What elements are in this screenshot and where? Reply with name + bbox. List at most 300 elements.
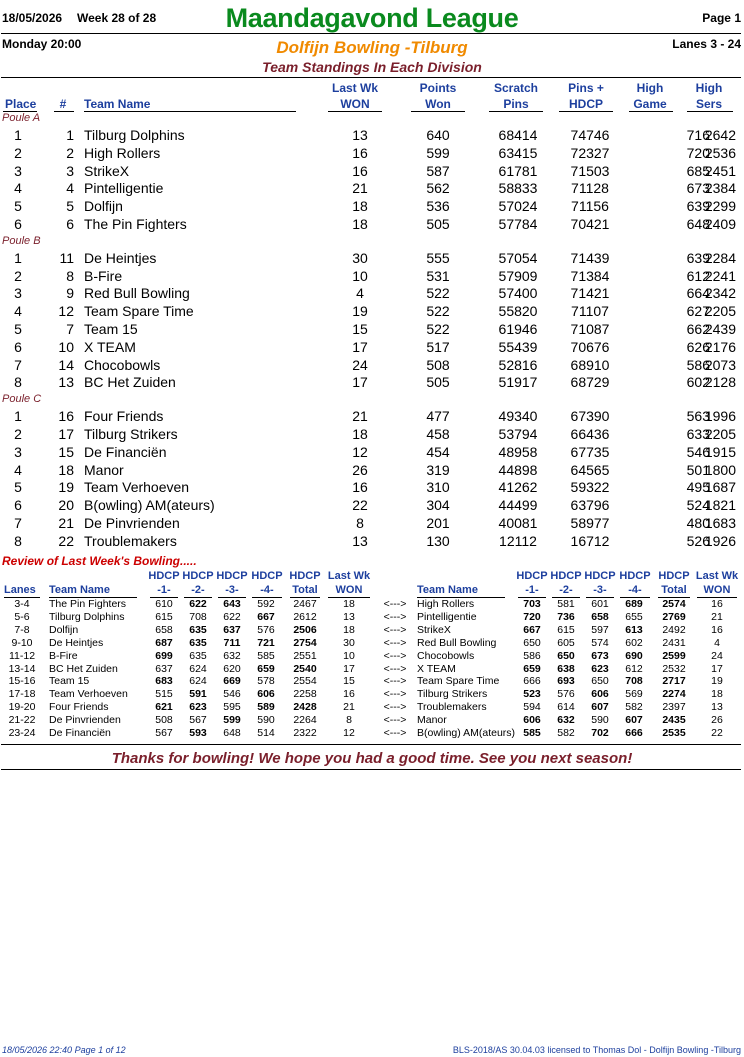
standings-row xyxy=(0,303,744,321)
place-cell: 4 xyxy=(14,180,22,197)
team-number-cell: 3 xyxy=(66,162,74,179)
col-team: Team Name xyxy=(84,97,151,111)
team-number-cell: 22 xyxy=(58,532,74,549)
review-col-game4-opp xyxy=(618,569,652,597)
game3-cell: 669 xyxy=(223,675,241,688)
review-row xyxy=(0,688,744,701)
review-col-total-opp xyxy=(656,569,692,597)
team-number-cell: 10 xyxy=(58,338,74,355)
high-game-cell: 563 xyxy=(686,408,710,425)
high-game-cell: 716 xyxy=(686,127,710,143)
pins-hdcp-cell: 59322 xyxy=(570,479,610,496)
game2-cell: 635 xyxy=(189,623,207,636)
lanes-cell: 5-6 xyxy=(14,610,30,623)
opponent-game3-cell: 607 xyxy=(591,701,609,714)
scratch-pins-cell: 40081 xyxy=(498,515,538,531)
col-num-underline xyxy=(54,111,74,112)
game2-cell: 591 xyxy=(189,688,207,701)
team-number-cell: 7 xyxy=(66,321,74,337)
opponent-name-cell: StrikeX xyxy=(417,623,451,636)
review-col-game4-line1: HDCP xyxy=(251,570,283,582)
review-col-game4 xyxy=(250,569,284,597)
pins-hdcp-cell: 71503 xyxy=(570,162,610,179)
game4-cell: 606 xyxy=(257,688,275,701)
game1-cell: 615 xyxy=(155,610,173,623)
versus-arrow: <---> xyxy=(383,701,407,714)
opponent-game1-cell: 666 xyxy=(523,675,541,688)
last-week-won-cell: 18 xyxy=(352,216,368,232)
last-week-won-cell: 22 xyxy=(352,497,368,514)
high-series-cell: 1915 xyxy=(704,443,736,460)
review-col-game4-line2: -4- xyxy=(260,584,274,596)
total-cell: 2754 xyxy=(293,636,317,649)
col-points-won-l2: Won xyxy=(425,97,451,111)
game2-cell: 593 xyxy=(189,727,207,739)
thanks-divider xyxy=(1,769,741,770)
team-number-cell: 19 xyxy=(58,479,74,496)
opponent-game4-cell: 602 xyxy=(625,636,643,649)
last-week-won-cell: 24 xyxy=(352,356,368,373)
col-scratch-pins xyxy=(486,80,546,112)
opponent-name-cell: X TEAM xyxy=(417,662,456,675)
col-won-underline xyxy=(328,111,382,112)
points-won-cell: 587 xyxy=(426,162,450,179)
opponent-won-cell: 4 xyxy=(714,636,720,649)
total-cell: 2258 xyxy=(293,688,317,701)
high-series-cell: 2342 xyxy=(704,285,736,302)
review-col-game1 xyxy=(148,569,180,597)
won-cell: 21 xyxy=(343,701,355,714)
opponent-game3-cell: 658 xyxy=(591,610,609,623)
opponent-total-cell: 2532 xyxy=(662,662,686,675)
place-cell: 1 xyxy=(14,127,22,143)
scratch-pins-cell: 41262 xyxy=(498,479,538,496)
lanes-cell: 19-20 xyxy=(8,701,36,714)
place-cell: 5 xyxy=(14,198,22,215)
opponent-game4-cell: 613 xyxy=(625,623,643,636)
header-divider xyxy=(1,33,741,34)
points-won-cell: 562 xyxy=(426,180,450,197)
high-series-cell: 1687 xyxy=(704,479,736,496)
opponent-game3-cell: 574 xyxy=(591,636,609,649)
high-game-cell: 627 xyxy=(686,303,710,320)
opponent-game1-cell: 667 xyxy=(523,623,541,636)
team-number-cell: 18 xyxy=(58,461,74,478)
opponent-game3-cell: 702 xyxy=(591,727,609,739)
review-col-game3-opp-line2: -3- xyxy=(593,584,607,596)
review-col-won-opp-line2: WON xyxy=(703,584,731,596)
game3-cell: 622 xyxy=(223,610,241,623)
team-number-cell: 1 xyxy=(66,127,74,143)
points-won-cell: 201 xyxy=(426,515,450,531)
review-col-game2-line1: HDCP xyxy=(182,570,214,582)
last-week-won-cell: 21 xyxy=(352,408,368,425)
review-row xyxy=(0,650,744,663)
team-name-cell: Team Verhoeven xyxy=(84,479,190,496)
opponent-game1-cell: 703 xyxy=(523,598,541,610)
opponent-won-cell: 18 xyxy=(711,688,723,701)
total-cell: 2612 xyxy=(293,610,317,623)
pins-hdcp-cell: 67390 xyxy=(570,408,610,425)
col-lastwk-won-l2: WON xyxy=(340,97,370,111)
review-col-game2-line2: -2- xyxy=(191,584,205,596)
opponent-name-cell: Chocobowls xyxy=(417,649,475,662)
pins-hdcp-cell: 66436 xyxy=(570,426,610,442)
team-number-cell: 6 xyxy=(66,216,74,232)
team-number-cell: 16 xyxy=(58,408,74,425)
last-week-won-cell: 17 xyxy=(352,338,368,355)
review-col-lanes xyxy=(4,569,40,597)
team-number-cell: 12 xyxy=(58,303,74,320)
last-week-won-cell: 13 xyxy=(352,127,368,143)
high-series-cell: 2439 xyxy=(704,321,736,337)
week-label: Week 28 of 28 xyxy=(77,11,157,25)
team-name-cell: The Pin Fighters xyxy=(84,216,187,232)
team-name-cell: De Pinvrienden xyxy=(84,515,180,531)
division-label: Poule C xyxy=(2,393,42,406)
scratch-pins-cell: 44898 xyxy=(498,461,538,478)
scratch-pins-cell: 68414 xyxy=(498,127,538,143)
versus-arrow: <---> xyxy=(383,688,407,701)
pins-hdcp-cell: 64565 xyxy=(570,461,610,478)
versus-arrow: <---> xyxy=(383,598,407,610)
last-week-won-cell: 18 xyxy=(352,198,368,215)
total-cell: 2554 xyxy=(293,675,317,688)
team-name-cell: B(owling) AM(ateurs) xyxy=(84,497,215,514)
total-cell: 2540 xyxy=(293,662,317,675)
review-divider xyxy=(1,744,741,745)
col-high-game-l1: High xyxy=(636,81,664,95)
points-won-cell: 522 xyxy=(426,303,450,320)
pins-hdcp-cell: 68910 xyxy=(570,356,610,373)
standings-row xyxy=(0,374,744,392)
col-pins-hdcp xyxy=(556,80,616,112)
col-scratch-pins-l1: Scratch xyxy=(493,81,539,95)
opponent-game3-cell: 673 xyxy=(591,649,609,662)
opponent-game2-cell: 650 xyxy=(557,649,575,662)
opponent-name-cell: Red Bull Bowling xyxy=(417,636,497,649)
scratch-pins-cell: 12112 xyxy=(499,532,537,549)
review-col-team-line2: Team Name xyxy=(49,584,110,596)
col-scratch-pins-l2: Pins xyxy=(503,97,529,111)
last-week-won-cell: 17 xyxy=(352,374,368,391)
points-won-cell: 522 xyxy=(426,321,450,337)
won-cell: 18 xyxy=(343,598,355,610)
pins-hdcp-cell: 71439 xyxy=(570,249,610,266)
team-number-cell: 20 xyxy=(58,497,74,514)
scratch-pins-cell: 63415 xyxy=(498,144,538,161)
pins-hdcp-cell: 63796 xyxy=(570,497,610,514)
review-row xyxy=(0,611,744,624)
pins-hdcp-cell: 71156 xyxy=(571,198,609,215)
review-col-team-opp-line2: Team Name xyxy=(417,584,478,596)
total-cell: 2467 xyxy=(293,598,317,610)
col-high-game xyxy=(628,80,672,112)
game1-cell: 637 xyxy=(155,662,173,675)
high-series-cell: 1926 xyxy=(704,532,736,549)
place-cell: 2 xyxy=(14,267,22,284)
high-game-cell: 524 xyxy=(686,497,710,514)
place-cell: 2 xyxy=(14,144,22,161)
team-name-cell: BC Het Zuiden xyxy=(49,662,118,675)
opponent-won-cell: 16 xyxy=(711,623,723,636)
pins-hdcp-cell: 68729 xyxy=(570,374,610,391)
high-series-cell: 2536 xyxy=(704,144,736,161)
last-week-won-cell: 30 xyxy=(352,249,368,266)
scratch-pins-cell: 61946 xyxy=(498,321,538,337)
division-label: Poule A xyxy=(2,112,41,124)
scratch-pins-cell: 55820 xyxy=(498,303,538,320)
review-col-total-opp-line2: Total xyxy=(661,584,687,596)
lanes-cell: 17-18 xyxy=(8,688,36,701)
opponent-name-cell: Manor xyxy=(417,714,447,727)
report-date: 18/05/2026 xyxy=(2,11,63,25)
review-col-lanes-line1 xyxy=(4,569,40,583)
game3-cell: 546 xyxy=(223,688,241,701)
won-cell: 16 xyxy=(343,688,355,701)
pins-hdcp-cell: 71107 xyxy=(571,303,609,320)
versus-arrow: <---> xyxy=(383,649,407,662)
review-col-game2-opp xyxy=(550,569,582,597)
points-won-cell: 508 xyxy=(426,356,450,373)
high-game-cell: 586 xyxy=(686,356,710,373)
pins-hdcp-cell: 71421 xyxy=(570,285,610,302)
high-game-cell: 602 xyxy=(686,374,710,391)
team-name-cell: BC Het Zuiden xyxy=(84,374,176,391)
team-name-cell: Dolfijn xyxy=(49,623,79,636)
high-series-cell: 2451 xyxy=(704,162,736,179)
opponent-name-cell: Pintelligentie xyxy=(417,610,477,623)
opponent-won-cell: 13 xyxy=(711,701,723,714)
opponent-won-cell: 16 xyxy=(711,598,723,610)
review-col-lanes-line2: Lanes xyxy=(4,584,36,596)
review-col-game2-opp-line1: HDCP xyxy=(550,570,582,582)
team-name-cell: De Financiën xyxy=(49,727,111,739)
review-col-game2-opp-line2: -2- xyxy=(559,584,573,596)
opponent-game4-cell: 689 xyxy=(625,598,643,610)
game1-cell: 610 xyxy=(155,598,173,610)
last-week-won-cell: 18 xyxy=(352,426,368,442)
opponent-game4-cell: 690 xyxy=(625,649,643,662)
standings-row xyxy=(0,479,744,497)
scratch-pins-cell: 61781 xyxy=(498,162,538,179)
review-col-team-line1 xyxy=(49,569,149,583)
standings-row xyxy=(0,163,744,181)
review-row xyxy=(0,663,744,676)
standings-row xyxy=(0,533,744,551)
team-number-cell: 2 xyxy=(66,144,74,161)
lanes-cell: 21-22 xyxy=(8,714,36,727)
scratch-pins-cell: 57909 xyxy=(498,267,538,284)
review-row xyxy=(0,675,744,688)
high-game-cell: 648 xyxy=(686,216,710,232)
opponent-game3-cell: 601 xyxy=(591,598,609,610)
team-number-cell: 4 xyxy=(66,180,74,197)
review-col-game1-line1: HDCP xyxy=(148,570,180,582)
team-name-cell: De Heintjes xyxy=(49,636,104,649)
review-row xyxy=(0,598,744,611)
pins-hdcp-cell: 71128 xyxy=(571,180,609,197)
place-cell: 4 xyxy=(14,461,22,478)
opponent-game2-cell: 581 xyxy=(557,598,575,610)
review-col-won-opp xyxy=(694,569,740,597)
footer-right: BLS-2018/AS 30.04.03 licensed to Thomas Dol - Dolfijn Bowling -Tilburg xyxy=(452,1045,741,1055)
won-cell: 13 xyxy=(343,610,355,623)
high-game-cell: 626 xyxy=(686,338,710,355)
footer-left: 18/05/2026 22:40 Page 1 of 12 xyxy=(2,1045,126,1055)
team-number-cell: 17 xyxy=(58,426,74,442)
team-name-cell: Tilburg Dolphins xyxy=(84,127,185,143)
opponent-total-cell: 2397 xyxy=(662,701,686,714)
review-col-game3-line2: -3- xyxy=(225,584,239,596)
place-cell: 7 xyxy=(14,515,22,531)
review-col-total-line1: HDCP xyxy=(289,570,321,582)
pins-hdcp-cell: 71384 xyxy=(570,267,610,284)
opponent-game4-cell: 612 xyxy=(625,662,643,675)
team-number-cell: 9 xyxy=(66,285,74,302)
col-high-series-l2: Sers xyxy=(695,97,723,111)
col-hgame-underline xyxy=(629,111,673,112)
review-row xyxy=(0,714,744,727)
high-series-cell: 2642 xyxy=(704,127,736,143)
versus-arrow: <---> xyxy=(383,675,407,688)
team-number-cell: 8 xyxy=(66,267,74,284)
standings-row xyxy=(0,426,744,444)
review-col-won xyxy=(326,569,372,597)
col-pins-hdcp-l2: HDCP xyxy=(568,97,603,111)
lanes-cell: 3-4 xyxy=(14,598,30,610)
game3-cell: 599 xyxy=(223,714,241,727)
review-col-game1-opp-line2: -1- xyxy=(525,584,539,596)
team-name-cell: Tilburg Dolphins xyxy=(49,610,125,623)
col-place: Place xyxy=(5,97,37,111)
center-name: Dolfijn Bowling -Tilburg xyxy=(276,38,468,57)
total-cell: 2428 xyxy=(293,701,317,714)
points-won-cell: 304 xyxy=(426,497,450,514)
opponent-total-cell: 2535 xyxy=(662,727,686,739)
game1-cell: 658 xyxy=(155,623,173,636)
high-game-cell: 501 xyxy=(686,461,710,478)
team-number-cell: 21 xyxy=(58,515,74,531)
col-lastwk-won-l1: Last Wk xyxy=(331,81,378,95)
col-team-underline xyxy=(84,111,296,112)
scratch-pins-cell: 49340 xyxy=(498,408,538,425)
high-game-cell: 495 xyxy=(686,479,710,496)
place-cell: 3 xyxy=(14,162,22,179)
col-points-underline xyxy=(411,111,465,112)
game3-cell: 632 xyxy=(223,649,241,662)
standings-row xyxy=(0,285,744,303)
page-number: Page 1 xyxy=(702,11,741,25)
high-game-cell: 633 xyxy=(686,426,710,442)
place-cell: 1 xyxy=(14,249,22,266)
review-col-game4-opp-line1: HDCP xyxy=(619,570,651,582)
high-game-cell: 546 xyxy=(686,443,710,460)
points-won-cell: 522 xyxy=(426,285,450,302)
high-game-cell: 526 xyxy=(686,532,710,549)
pins-hdcp-cell: 70421 xyxy=(570,216,610,232)
high-game-cell: 639 xyxy=(686,198,710,215)
opponent-name-cell: Team Spare Time xyxy=(417,675,500,688)
last-week-won-cell: 16 xyxy=(352,144,368,161)
standings-row xyxy=(0,250,744,268)
review-col-total-opp-line1: HDCP xyxy=(658,570,690,582)
last-week-won-cell: 8 xyxy=(356,515,364,531)
game4-cell: 590 xyxy=(257,714,275,727)
pins-hdcp-cell: 16712 xyxy=(570,532,610,549)
review-col-game3-line1: HDCP xyxy=(216,570,248,582)
opponent-game3-cell: 597 xyxy=(591,623,609,636)
team-name-cell: B-Fire xyxy=(49,649,78,662)
opponent-name-cell: High Rollers xyxy=(417,598,475,610)
standings-row xyxy=(0,357,744,375)
opponent-game3-cell: 623 xyxy=(591,662,609,675)
col-pins-hdcp-l1: Pins + xyxy=(568,81,604,95)
points-won-cell: 531 xyxy=(426,267,450,284)
game2-cell: 708 xyxy=(189,610,207,623)
points-won-cell: 640 xyxy=(426,127,450,143)
game1-cell: 699 xyxy=(155,649,173,662)
opponent-game4-cell: 655 xyxy=(625,610,643,623)
col-scratch-underline xyxy=(489,111,543,112)
opponent-game2-cell: 693 xyxy=(557,675,575,688)
place-cell: 3 xyxy=(14,285,22,302)
col-hdcp-underline xyxy=(559,111,613,112)
high-series-cell: 2205 xyxy=(704,303,736,320)
col-high-series xyxy=(686,80,732,112)
last-week-won-cell: 21 xyxy=(352,180,368,197)
opponent-name-cell: Tilburg Strikers xyxy=(417,688,488,701)
team-name-cell: Pintelligentie xyxy=(84,180,164,197)
col-points-won-l1: Points xyxy=(419,81,457,95)
points-won-cell: 505 xyxy=(426,216,450,232)
high-series-cell: 2205 xyxy=(704,426,736,442)
versus-arrow: <---> xyxy=(383,610,407,623)
standings-row xyxy=(0,497,744,515)
review-col-team xyxy=(49,569,149,597)
scratch-pins-cell: 57054 xyxy=(498,249,538,266)
review-col-won-line1: Last Wk xyxy=(327,570,371,582)
versus-arrow: <---> xyxy=(383,727,407,739)
game1-cell: 508 xyxy=(155,714,173,727)
high-game-cell: 612 xyxy=(686,267,710,284)
high-game-cell: 685 xyxy=(686,162,710,179)
opponent-total-cell: 2431 xyxy=(662,636,686,649)
opponent-won-cell: 24 xyxy=(711,649,723,662)
won-cell: 10 xyxy=(343,649,355,662)
points-won-cell: 536 xyxy=(426,198,450,215)
team-name-cell: High Rollers xyxy=(84,144,161,161)
game4-cell: 576 xyxy=(257,623,275,636)
standings-row xyxy=(0,515,744,533)
opponent-game4-cell: 582 xyxy=(625,701,643,714)
opponent-total-cell: 2769 xyxy=(662,610,686,623)
opponent-game2-cell: 632 xyxy=(557,714,575,727)
game3-cell: 711 xyxy=(223,636,241,649)
high-game-cell: 480 xyxy=(686,515,710,531)
opponent-game3-cell: 590 xyxy=(591,714,609,727)
team-name-cell: Team Spare Time xyxy=(84,303,194,320)
standings-row xyxy=(0,462,744,480)
game4-cell: 721 xyxy=(257,636,275,649)
opponent-game4-cell: 666 xyxy=(625,727,643,739)
game4-cell: 514 xyxy=(257,727,275,739)
high-game-cell: 639 xyxy=(686,249,710,266)
team-name-cell: Tilburg Strikers xyxy=(84,426,178,442)
place-cell: 5 xyxy=(14,479,22,496)
game4-cell: 592 xyxy=(257,598,275,610)
lanes-cell: 15-16 xyxy=(8,675,36,688)
